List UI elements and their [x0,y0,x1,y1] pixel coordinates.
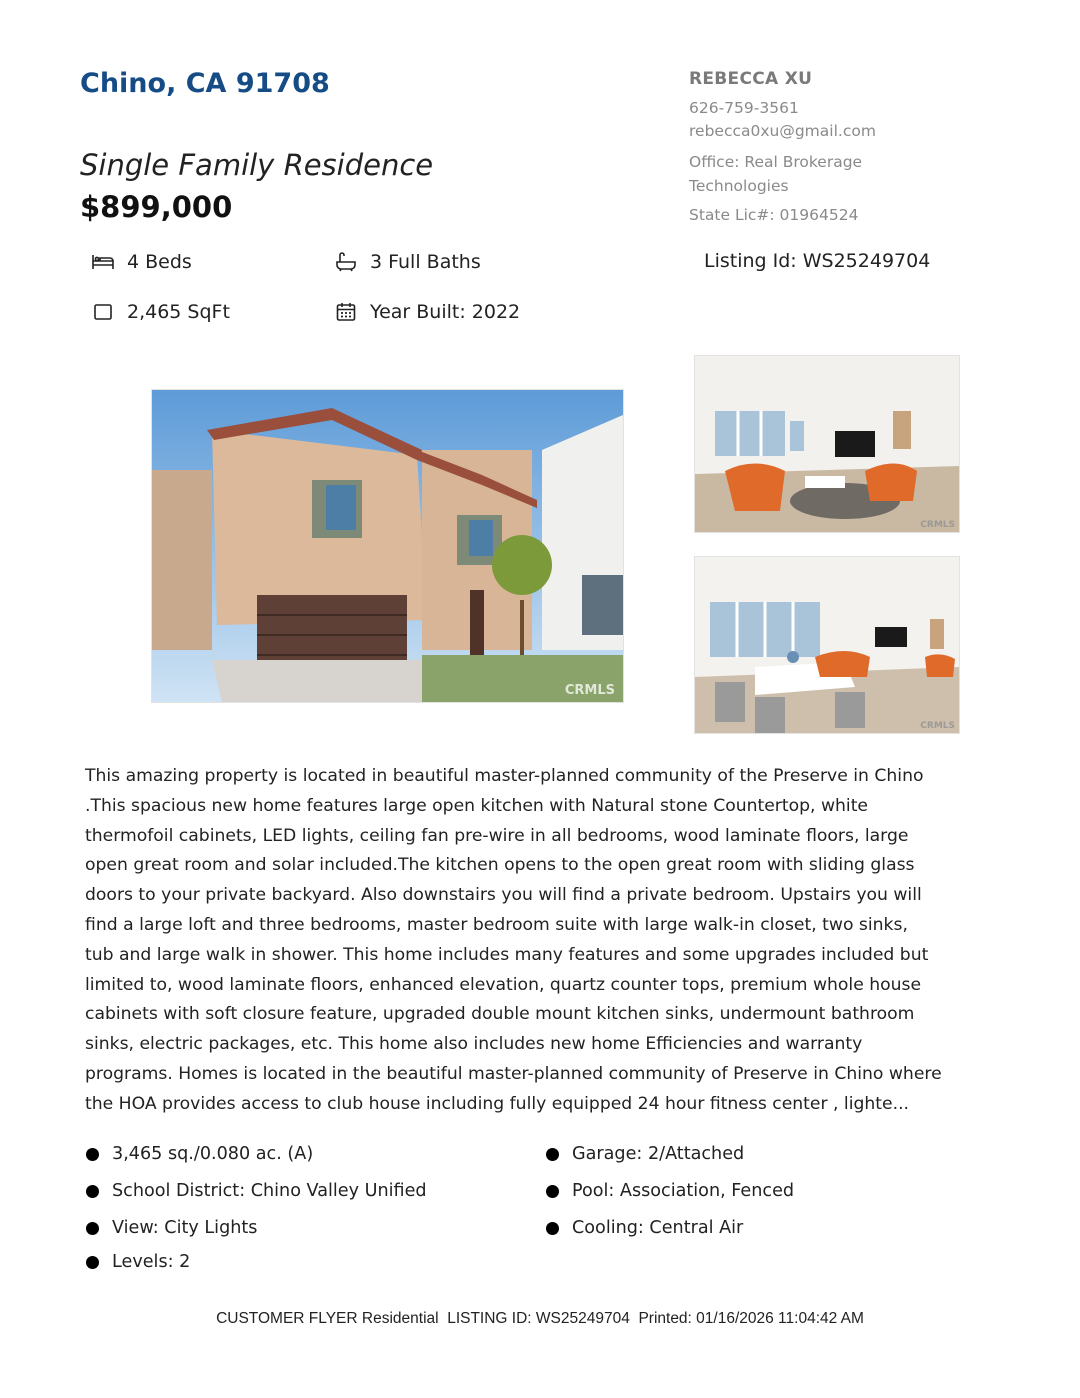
feature-lot-size: 3,465 sq./0.080 ac. (A) [112,1144,314,1164]
description-line: cabinets with soft closure feature, upgraded double mount kitchen sinks, undermount bathroom [85,1004,915,1025]
feature-item [86,1144,313,1164]
description-line: sinks, electric packages, etc. This home also includes new home Efficiencies and warranty [85,1034,863,1055]
house-exterior-illustration [152,390,623,702]
feature-item [546,1181,794,1201]
description-line: tub and large walk in shower. This home includes many features and some upgrades included but [85,944,929,965]
feature-item [86,1218,257,1238]
dining-room-illustration [695,557,959,733]
feature-garage: Garage: 2/Attached [572,1144,745,1164]
description-line: find a large loft and three bedrooms, master bedroom suite with large walk-in closet, two sinks, [85,914,908,935]
description-line: programs. Homes is located in the beautiful master-planned community of Preserve in Chino where [85,1063,942,1084]
square-footage-icon [91,300,115,324]
agent-office-line1: Office: Real Brokerage [689,153,863,171]
feature-school-district: School District: Chino Valley Unified [112,1181,427,1201]
feature-cooling: Cooling: Central Air [572,1218,744,1238]
bathtub-icon [334,250,358,274]
sqft-label: 2,465 SqFt [127,301,230,323]
property-location: Chino, CA 91708 [80,68,330,99]
feature-item [86,1252,190,1272]
beds-label: 4 Beds [127,251,192,273]
photo-exterior[interactable] [151,389,624,703]
feature-item [546,1144,744,1164]
baths-label: 3 Full Baths [370,251,481,273]
watermark-text: CRMLS [920,520,955,530]
watermark-text: CRMLS [920,721,955,731]
bullet-icon [86,1185,99,1198]
listing-id: Listing Id: WS25249704 [704,250,931,272]
photo-dining-room[interactable] [694,556,960,734]
description-line: thermofoil cabinets, LED lights, ceiling fan pre-wire in all bedrooms, wood laminate floors, large [85,825,909,846]
stat-baths [334,250,481,274]
feature-view: View: City Lights [112,1218,258,1238]
description-line: .This spacious new home features large open kitchen with Natural stone Countertop, white [85,795,869,816]
bed-icon [91,250,115,274]
living-room-illustration [695,356,959,532]
stat-year-built [334,300,520,324]
description-line: limited to, wood laminate floors, enhanced elevation, quartz counter tops, premium whole house [85,974,922,995]
description-line: open great room and solar included.The kitchen opens to the open great room with sliding glass [85,855,915,876]
stat-sqft [91,300,230,324]
property-type: Single Family Residence [80,148,434,182]
agent-license: State Lic#: 01964524 [689,206,859,224]
agent-email: rebecca0xu@gmail.com [689,122,876,140]
bullet-icon [86,1256,99,1269]
agent-office-line2: Technologies [689,177,789,195]
bullet-icon [86,1222,99,1235]
flyer-footer: CUSTOMER FLYER Residential LISTING ID: WS25249704 Printed: 01/16/2026 11:04:42 AM [216,1310,864,1327]
bullet-icon [546,1148,559,1161]
property-description [85,762,985,1120]
bullet-icon [546,1222,559,1235]
description-line: doors to your private backyard. Also downstairs you will find a private bedroom. Upstairs you will [85,885,922,906]
description-line: This amazing property is located in beautiful master-planned community of the Preserve in Chino [85,766,924,786]
description-line: the HOA provides access to club house including fully equipped 24 hour fitness center , lighte... [85,1093,909,1114]
calendar-icon [334,300,358,324]
agent-name: REBECCA XU [689,69,813,89]
stat-beds [91,250,192,274]
bullet-icon [86,1148,99,1161]
property-price: $899,000 [80,190,233,224]
feature-item [86,1181,427,1201]
feature-item [546,1218,743,1238]
year-built-label: Year Built: 2022 [370,301,521,323]
bullet-icon [546,1185,559,1198]
feature-levels: Levels: 2 [112,1252,191,1272]
watermark-text: CRMLS [564,683,615,698]
photo-living-room[interactable] [694,355,960,533]
feature-pool: Pool: Association, Fenced [572,1181,795,1201]
agent-phone: 626-759-3561 [689,99,799,117]
